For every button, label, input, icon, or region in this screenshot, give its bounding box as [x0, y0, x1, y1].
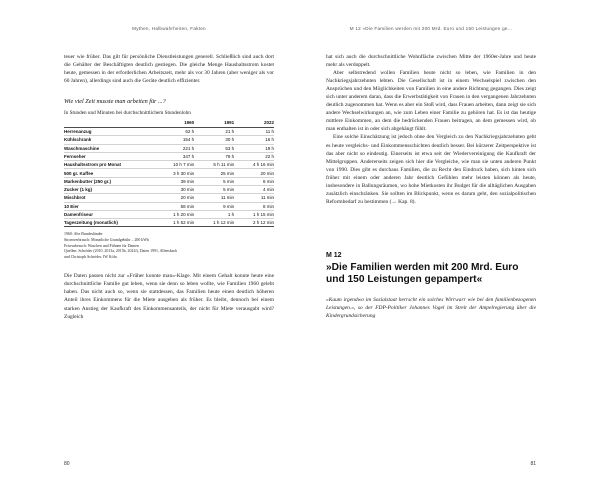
section-title: Wie viel Zeit musste man arbeiten für ...?: [64, 98, 166, 106]
row-value-2022: 8 min: [234, 177, 274, 185]
row-value-1960: 1 h 20 min: [154, 210, 194, 218]
row-value-1991: 79 h: [194, 152, 234, 160]
row-label: Kühlschrank: [64, 136, 154, 144]
row-value-2022: 16 h: [234, 136, 274, 144]
right-page-number: 81: [530, 461, 536, 467]
work-time-table: [64, 119, 274, 227]
row-value-1960: 30 min: [154, 185, 194, 193]
table-col-1960: 1960: [154, 119, 194, 127]
row-value-2022: 8 min: [234, 202, 274, 210]
table-head: [64, 119, 274, 127]
row-value-2022: 22 h: [234, 152, 274, 160]
chapter-label: M 12: [326, 251, 342, 259]
row-value-1991: 25 min: [194, 169, 234, 177]
row-value-1960: 221 h: [154, 144, 194, 152]
row-value-1960: 154 h: [154, 136, 194, 144]
row-label: Waschmaschine: [64, 144, 154, 152]
row-label: Markenbutter (250 gr.): [64, 177, 154, 185]
table-row: [64, 169, 274, 177]
row-value-1960: 10 h 7 min: [154, 161, 194, 169]
row-label: Zucker (1 kg): [64, 185, 154, 193]
table-note: Stromverbrauch: Monatliche Grundgebühr – 200 kWh: [64, 237, 149, 242]
chapter-title: »Die Familien werden mit 200 Mrd. Euro und 150 Leistungen gepampert«: [326, 261, 519, 286]
row-value-2022: 11 min: [234, 194, 274, 202]
row-label: Mischbrot: [64, 194, 154, 202]
row-label: Fernseher: [64, 152, 154, 160]
row-value-1960: 39 min: [154, 177, 194, 185]
row-value-1960: 347 h: [154, 152, 194, 160]
row-value-1991: 1 h 12 min: [194, 219, 234, 227]
table-row: [64, 219, 274, 227]
row-value-2022: 4 h 16 min: [234, 161, 274, 169]
row-value-2022: 1 h 15 min: [234, 210, 274, 218]
left-paragraph-1: teuer wie früher. Das gilt für persönliche Dienstleistungen generell. Schließlich sind auch dort die Gehälter der Beschäftigten deutlich gestiegen. Die gleiche Menge Haushaltsstrom kostet heute, gemessen in der erforderlichen Arbeitszeit, mehr als vor 30 Jahren (aber weniger als vor 60 Jahren), allerdings sind auch die Geräte deutlich effizienter.: [64, 54, 274, 85]
table-note: Quellen: Schröder (2010, 2013a, 2015b, 2022f), Daten 1991, Allensbach: [64, 249, 178, 254]
table-col-1991: 1991: [194, 119, 234, 127]
table-col-2022: 2022: [234, 119, 274, 127]
row-label: Tageszeitung (monatlich): [64, 219, 154, 227]
row-value-2022: 4 min: [234, 185, 274, 193]
table-note: 1960: Alte Bundesländer: [64, 232, 103, 237]
table-row: [64, 185, 274, 193]
row-value-1960: 3 h 30 min: [154, 169, 194, 177]
row-value-1991: 5 min: [194, 185, 234, 193]
row-value-1991: 21 h: [194, 127, 234, 135]
row-value-1991: 11 min: [194, 194, 234, 202]
table-row: [64, 152, 274, 160]
table-row: [64, 136, 274, 144]
row-label: Haushaltsstrom pro Monat: [64, 161, 154, 169]
table-note: Friseurbesuch: Waschen und Föhnen für Damen: [64, 243, 139, 248]
left-page-number: 80: [64, 461, 70, 467]
left-running-head: Mythen, Halbwahrheiten, Fakten: [132, 26, 206, 31]
table-note: und Christoph Schröder, IW Köln.: [64, 254, 118, 259]
right-running-head: M 12 »Die Familien werden mit 200 Mrd. Euro und 150 Leistungen ge...: [349, 26, 513, 31]
row-value-2022: 2 h 12 min: [234, 219, 274, 227]
table-row: [64, 127, 274, 135]
table-row: [64, 194, 274, 202]
table-row: [64, 177, 274, 185]
table-caption: In Stunden und Minuten bei durchschnittlichem Stundenlohn: [64, 110, 191, 117]
right-paragraph-1: hat sich auch die durchschnittliche Wohnfläche zwischen Mitte der 1960er-Jahre und heute mehr als verdoppelt.: [326, 54, 536, 69]
chapter-spacer: [326, 206, 536, 252]
row-value-2022: 19 h: [234, 144, 274, 152]
row-value-1991: 1 h: [194, 210, 234, 218]
row-value-1991: 30 h: [194, 136, 234, 144]
right-page: [300, 0, 600, 495]
table-row: [64, 144, 274, 152]
right-paragraph-2: Aber selbstredend wollen Familien heute nicht so leben, wie Familien in den Nachkriegsjahrzehnten lebten. Die Gesellschaft ist in einem Wechselspiel zwischen den Ansprüchen und den Möglichkeiten von Familien in eine andere Richtung gegangen. Dies zeigt sich unter anderem daran, dass die Erwerbstätigkeit von Frauen in den vergangenen Jahrzehnten deutlich zugenommen hat. Wenn es aber ein Stoß wird, dass Frauen arbeiten, dann zeigt sie sich andere Wechselwirkungen an, wie zum Leben einer Familie zu gehören hat. Es ist das heutige mittlere Einkommen, an dem die bedrückenden Frauen beitragen, an dem gemessen wird, ob man enthalten ist in oder sich abgehängt fühlt.: [326, 70, 536, 133]
row-label: 500 gr. Kaffee: [64, 169, 154, 177]
table-body: [64, 127, 274, 226]
table-row: [64, 161, 274, 169]
row-value-1991: 9 min: [194, 202, 234, 210]
table-col-rowlabel: [64, 119, 154, 127]
chapter-pull-quote: »Kaum irgendwo im Sozialstaat herrscht ein solches Wirrwarr wie bei den familienbezogenen Leistungen.«, so der FDP-Politiker Johannes Vogel im Streit der Ampelregierung über die Kindergrundsicherung: [326, 296, 536, 319]
row-value-2022: 20 min: [234, 169, 274, 177]
row-value-1960: 62 h: [154, 127, 194, 135]
row-value-2022: 11 h: [234, 127, 274, 135]
table-row: [64, 210, 274, 218]
row-label: Herrenanzug: [64, 127, 154, 135]
table-source-notes: [64, 232, 274, 260]
table-row: [64, 202, 274, 210]
row-label: Damenfriseur: [64, 210, 154, 218]
row-value-1960: 1 h 52 min: [154, 219, 194, 227]
table-header-row: [64, 119, 274, 127]
row-value-1991: 5 h 11 min: [194, 161, 234, 169]
row-value-1960: 20 min: [154, 194, 194, 202]
left-paragraph-2: Die Daten passen nicht zur »Früher konnte man«-Klage. Mit einem Gehalt konnte heute eine durchschnittliche Familie gut leben, wenn sie denn so leben wollte, wie Familien 1960 gelebt haben. Das nicht auch so, wenn sie stattdessen, das Familien heute einen deutlich höheren Anteil ihres Einkommens für die Miete ausgeben als früher. Es bleibt, dennoch bei einem starken Anstieg der Kaufkraft des Einkommensanteils, der nicht für Miete verausgabt wird? Zugleich: [64, 273, 274, 320]
row-value-1960: 58 min: [154, 202, 194, 210]
row-value-1991: 53 h: [194, 144, 234, 152]
row-value-1991: 5 min: [194, 177, 234, 185]
right-paragraph-3: Eine solche Einschätzung ist jedoch ohne den Vergleich zu den Nachkriegsjahrzehnten geht es heute vergleichs- und Einkommensschichten deutlich besser. Bei kürzerer Zeitperspektive ist das aber nicht so eindeutig. Einerseits ist etwa seit der Wiedervereinigung die Kaufkraft der Mittelgruppen. Andererseits zeigen sich hier die Vergleiche, wie man sie unten anderen Punkt von 1990. Dies gibt es durchaus Familien, die zu Recht den Eindruck haben, sich hinten sich früher mit einem oder anderen Jahr deutlich Gefühlen mehr leisten können als heute, insbesondere in Ballungsräumen, wo hohe Mietkosten ihr Budget für die alltäglichen Ausgaben zusätzlich einschränken. Sie sollten im Blickpunkt, wenn es darum geht, den sozialpolitischen Reformbedarf zu bestimmen (→ Kap. 8).: [326, 134, 536, 205]
row-label: 10 Eier: [64, 202, 154, 210]
